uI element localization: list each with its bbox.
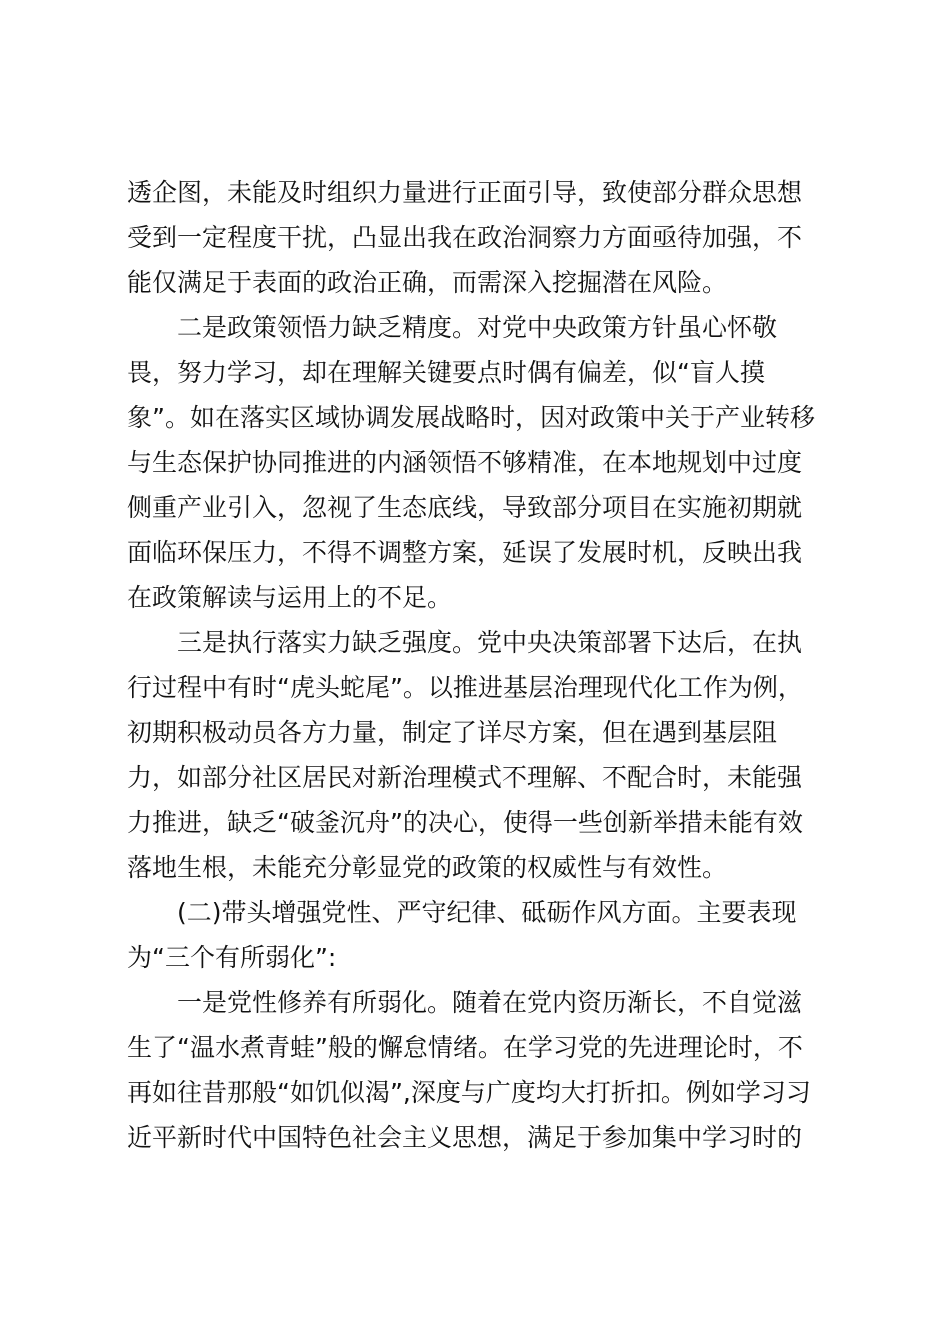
text-line: 象”。如在落实区域协调发展战略时，因对政策中关于产业转移 (127, 403, 815, 432)
text-line: 再如往昔那般“如饥似渴”,深度与广度均大打折扣。例如学习习 (127, 1078, 811, 1107)
text-line: 透企图，未能及时组织力量进行正面引导，致使部分群众思想 (127, 178, 803, 207)
text-line: 能仅满足于表面的政治正确，而需深入挖掘潜在风险。 (127, 268, 728, 297)
paragraph-first-line: 一是党性修养有所弱化。随着在党内资历渐长，不自觉滋 (177, 988, 803, 1017)
text-line: 生了“温水煮青蛙”般的懈怠情绪。在学习党的先进理论时，不 (127, 1033, 803, 1062)
text-line: 在政策解读与运用上的不足。 (127, 583, 453, 612)
paragraph-first-line: 二是政策领悟力缺乏精度。对党中央政策方针虽心怀敬 (177, 313, 778, 342)
text-line: 畏，努力学习，却在理解关键要点时偶有偏差，似“盲人摸 (127, 358, 765, 387)
text-line: 力，如部分社区居民对新治理模式不理解、不配合时，未能强 (127, 763, 803, 792)
text-line: 为“三个有所弱化”: (127, 943, 337, 972)
text-line: 面临环保压力，不得不调整方案，延误了发展时机，反映出我 (127, 538, 803, 567)
text-line: 受到一定程度干扰，凸显出我在政治洞察力方面亟待加强，不 (127, 223, 803, 252)
text-line: 初期积极动员各方力量，制定了详尽方案，但在遇到基层阻 (127, 718, 778, 747)
paragraph-first-line: 三是执行落实力缺乏强度。党中央决策部署下达后，在执 (177, 628, 803, 657)
section-heading-line: (二)带头增强党性、严守纪律、砥砺作风方面。主要表现 (177, 898, 797, 927)
text-line: 行过程中有时“虎头蛇尾”。以推进基层治理现代化工作为例， (127, 673, 803, 702)
text-line: 落地生根，未能充分彰显党的政策的权威性与有效性。 (127, 853, 728, 882)
text-line: 近平新时代中国特色社会主义思想，满足于参加集中学习时的 (127, 1123, 803, 1152)
text-line: 侧重产业引入，忽视了生态底线，导致部分项目在实施初期就 (127, 493, 803, 522)
text-line: 与生态保护协同推进的内涵领悟不够精准，在本地规划中过度 (127, 448, 803, 477)
text-line: 力推进，缺乏“破釜沉舟”的决心，使得一些创新举措未能有效 (127, 808, 803, 837)
